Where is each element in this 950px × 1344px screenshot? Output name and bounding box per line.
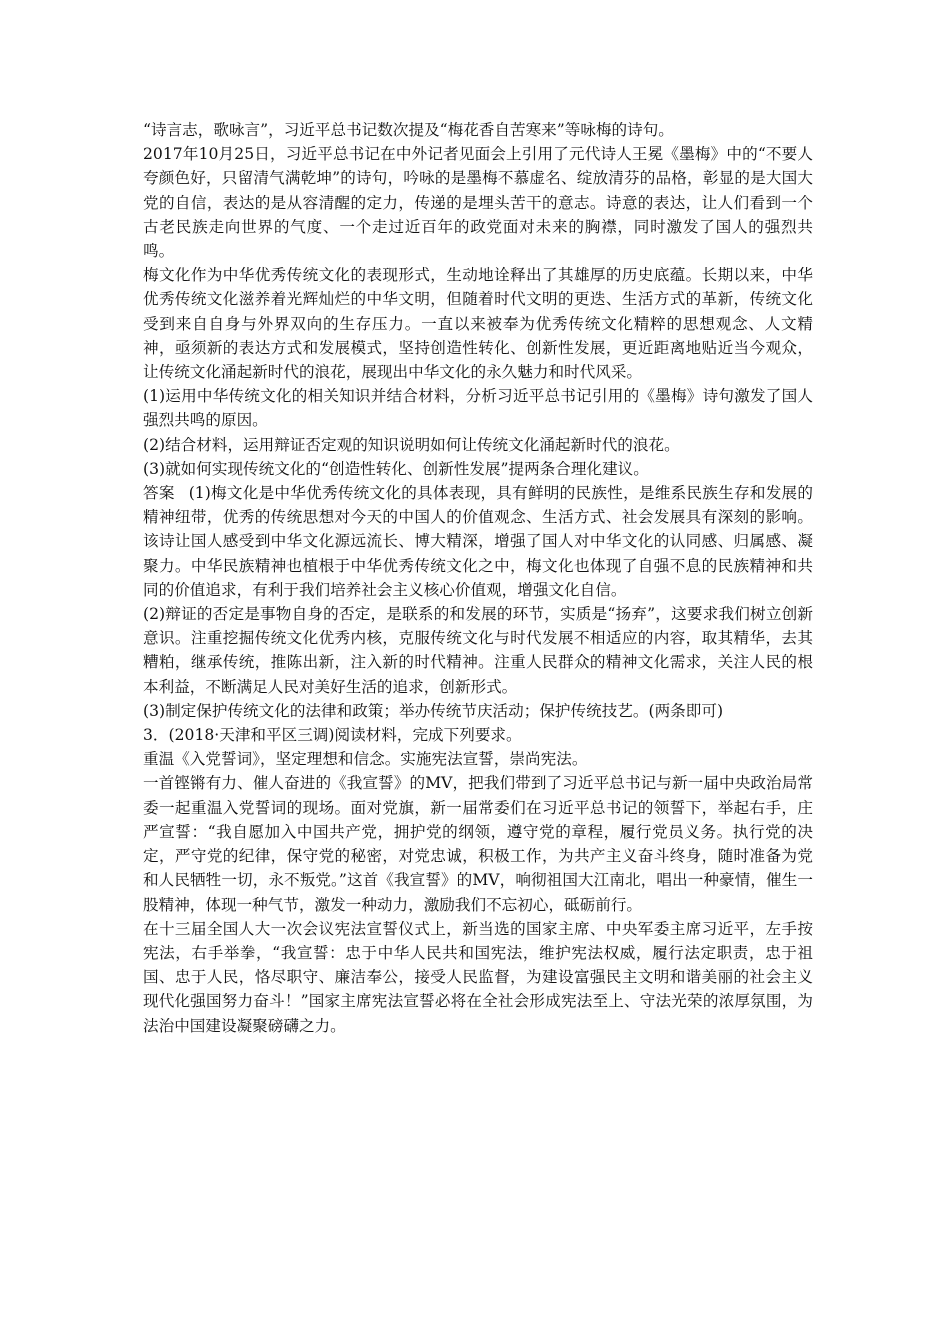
question-heading-3: 3．(2018·天津和平区三调)阅读材料，完成下列要求。 bbox=[143, 726, 522, 745]
answer-2: (2)辩证的否定是事物自身的否定，是联系的和发展的环节，实质是“扬弃”，这要求我们树立创新意识。注重挖掘传统文化优秀内核，克服传统文化与时代发展不相适应的内容，取其精华，去其糟粕，继承传统，推陈出新，注入新的时代精神。注重人民群众的精神文化需求，关注人民的根本利益，不断满足人民对美好生活的追求，创新形式。 bbox=[143, 605, 813, 696]
answer-1-text: (1)梅文化是中华优秀传统文化的具体表现，具有鲜明的民族性，是维系民族生存和发展的精神纽带，优秀的传统思想对今天的中国人的价值观念、生活方式、社会发展具有深刻的影响。该诗让国人感受到中华文化源远流长、博大精深，增强了国人对中华文化的认同感、归属感、凝聚力。中华民族精神也植根于中华优秀传统文化之中，梅文化也体现了自强不息的民族精神和共同的价值追求，有利于我们培养社会主义核心价值观，增强文化自信。 bbox=[143, 484, 813, 599]
intro-paragraph: “诗言志，歌咏言”，习近平总书记数次提及“梅花香自苦寒来”等咏梅的诗句。 bbox=[143, 121, 674, 139]
question-1: (1)运用中华传统文化的相关知识并结合材料，分析习近平总书记引用的《墨梅》诗句激发了国人强烈共鸣的原因。 bbox=[143, 387, 813, 430]
document-page bbox=[143, 118, 813, 1038]
material-paragraph-1: 一首铿锵有力、催人奋进的《我宣誓》的MV，把我们带到了习近平总书记与新一届中央政治局常委一起重温入党誓词的现场。面对党旗，新一届常委们在习近平总书记的领誓下，举起右手，庄严宣誓：“我自愿加入中国共产党，拥护党的纲领，遵守党的章程，履行党员义务。执行党的决定，严守党的纪律，保守党的秘密，对党忠诚，积极工作，为共产主义奋斗终身，随时准备为党和人民牺牲一切，永不叛党。”这首《我宣誓》的MV，响彻祖国大江南北，唱出一种豪情，催生一股精神，体现一种气节，激发一种动力，激励我们不忘初心，砥砺前行。 bbox=[143, 774, 813, 914]
answer-3: (3)制定保护传统文化的法律和政策；举办传统节庆活动；保护传统技艺。(两条即可) bbox=[143, 701, 724, 720]
question-2: (2)结合材料，运用辩证否定观的知识说明如何让传统文化涌起新时代的浪花。 bbox=[143, 435, 680, 454]
plum-culture-paragraph: 梅文化作为中华优秀传统文化的表现形式，生动地诠释出了其雄厚的历史底蕴。长期以来，中华优秀传统文化滋养着光辉灿烂的中华文明，但随着时代文明的更迭、生活方式的革新，传统文化受到来自自身与外界双向的生存压力。一直以来被奉为优秀传统文化精粹的思想观念、人文精神，亟须新的表达方式和发展模式，坚持创造性转化、创新性发展，更近距离地贴近当今观众，让传统文化涌起新时代的浪花，展现出中华文化的永久魅力和时代风采。 bbox=[143, 266, 813, 382]
material-paragraph-2: 在十三届全国人大一次会议宪法宣誓仪式上，新当选的国家主席、中央军委主席习近平，左手按宪法，右手举拳，“我宣誓：忠于中华人民共和国宪法，维护宪法权威，履行法定职责，忠于祖国、忠于人民，恪尽职守、廉洁奉公，接受人民监督，为建设富强民主文明和谐美丽的社会主义现代化强国努力奋斗！”国家主席宪法宣誓必将在全社会形成宪法至上、守法光荣的浓厚氛围，为法治中国建设凝聚磅礴之力。 bbox=[143, 919, 813, 1035]
poem-quote-paragraph: 2017年10月25日，习近平总书记在中外记者见面会上引用了元代诗人王冕《墨梅》中的“不要人夸颜色好，只留清气满乾坤”的诗句，吟咏的是墨梅不慕虚名、绽放清芬的品格，彰显的是大国大党的自信，表达的是从容清醒的定力，传递的是埋头苦干的意志。诗意的表达，让人们看到一个古老民族走向世界的气度、一个走过近百年的政党面对未来的胸襟，同时激发了国人的强烈共鸣。 bbox=[143, 145, 813, 261]
material-title: 重温《入党誓词》，坚定理想和信念。实施宪法宣誓，崇尚宪法。 bbox=[143, 750, 588, 769]
answer-label: 答案 bbox=[143, 484, 175, 503]
answer-paragraph bbox=[143, 481, 813, 602]
question-3: (3)就如何实现传统文化的“创造性转化、创新性发展”提两条合理化建议。 bbox=[143, 459, 649, 478]
